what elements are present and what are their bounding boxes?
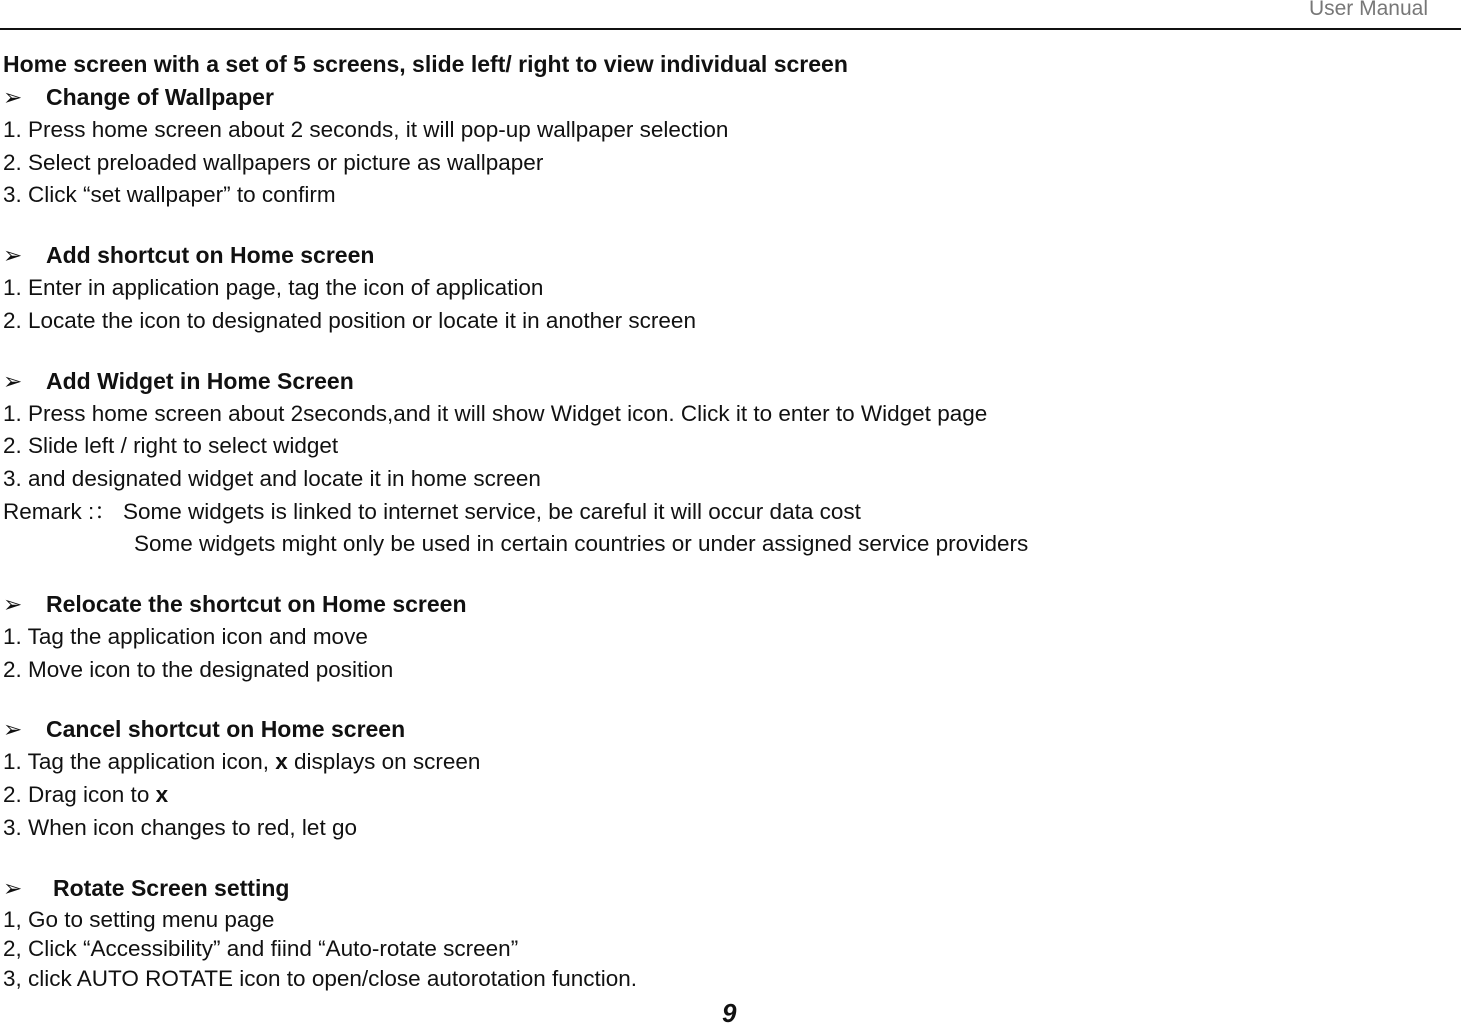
heading-text: Add Widget in Home Screen [46,367,354,394]
spacer [3,561,1443,588]
step-line: 1, Go to setting menu page [3,906,275,932]
spacer [3,212,1443,239]
heading-text: Rotate Screen setting [53,874,290,901]
step-line: 1. Press home screen about 2seconds,and it will show Widget icon. Click it to enter to Widget page [3,400,988,426]
step-text: 1. Tag the application icon, [3,749,276,775]
bullet-arrow-icon: ➢ [3,874,23,901]
section-add-shortcut [3,239,1443,337]
section-add-widget [3,365,1443,562]
step-line: 2, Click “Accessibility” and fiind “Auto-rotate screen” [3,936,519,962]
step-line: 2. Slide left / right to select widget [3,433,339,459]
section-heading [3,239,1443,272]
step-line: 2. Select preloaded wallpapers or picture as wallpaper [3,149,544,175]
section-heading [3,872,1443,905]
bullet-arrow-icon: ➢ [3,367,23,394]
running-header: User Manual [1308,0,1428,20]
section-heading [3,713,1443,746]
section-wallpaper [3,81,1443,212]
remark-line [3,496,1443,529]
remark-text: Some widgets is linked to internet service, be careful it will occur data cost [123,498,861,524]
page-number: 9 [722,998,737,1028]
heading-text: Relocate the shortcut on Home screen [46,591,467,618]
spacer [3,686,1443,713]
section-rotate-screen [3,872,1443,994]
section-heading [3,365,1443,398]
heading-text: Change of Wallpaper [46,84,274,110]
step-line: 1. Press home screen about 2 seconds, it will pop-up wallpaper selection [3,117,729,142]
step-line: 3. and designated widget and locate it in home screen [3,465,541,491]
step-line: 2. Move icon to the designated position [3,656,394,682]
heading-text: Add shortcut on Home screen [46,242,375,269]
bullet-arrow-icon: ➢ [3,716,23,743]
section-relocate-shortcut [3,588,1443,686]
heading-text: Cancel shortcut on Home screen [46,716,406,743]
step-line: 1. Enter in application page, tag the icon of application [3,275,544,301]
remark-line: Some widgets might only be used in certain countries or under assigned service providers [134,531,1029,557]
bullet-arrow-icon: ➢ [3,591,23,618]
section-heading [3,588,1443,621]
step-text: displays on screen [287,749,481,775]
step-line: 2. Locate the icon to designated position or locate it in another screen [3,307,696,333]
section-cancel-shortcut [3,713,1443,844]
bullet-arrow-icon: ➢ [3,242,23,269]
step-line: 3. Click “set wallpaper” to confirm [3,182,336,208]
step-text: 2. Drag icon to [3,782,156,808]
manual-content [3,48,1443,993]
step-line [3,779,1443,812]
x-mark: x [155,782,169,808]
bullet-arrow-icon: ➢ [3,84,23,110]
header-divider [0,28,1461,30]
step-line: 1. Tag the application icon and move [3,624,368,650]
step-line [3,746,1443,779]
step-line: 3. When icon changes to red, let go [3,814,357,840]
page-title: Home screen with a set of 5 screens, slide left/ right to view individual screen [3,51,848,77]
spacer [3,845,1443,872]
spacer [3,338,1443,365]
remark-label: Remark :： [3,498,117,524]
step-line: 3, click AUTO ROTATE icon to open/close autorotation function. [3,965,638,991]
x-mark: x [275,749,288,775]
section-heading [3,81,1443,114]
